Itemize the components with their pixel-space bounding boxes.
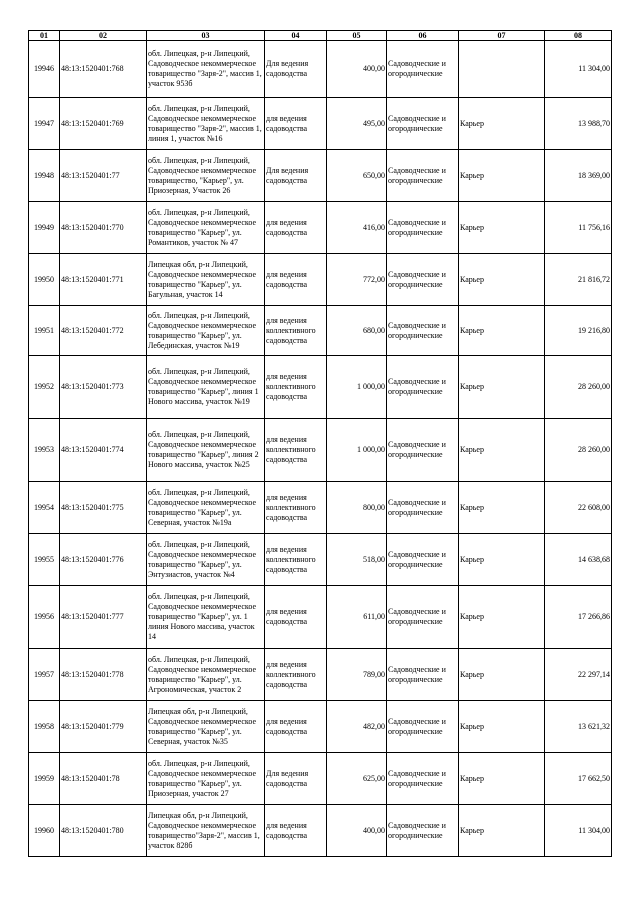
land-category-cell: Садоводческие и огороднические (387, 150, 459, 202)
cadastral-number-cell: 48:13:1520401:774 (60, 419, 147, 482)
land-category-cell: Садоводческие и огороднические (387, 534, 459, 586)
permitted-use-cell: для ведения садоводства (265, 701, 327, 753)
permitted-use-cell: Для ведения садоводства (265, 41, 327, 98)
table-row (29, 306, 612, 356)
area-cell: 400,00 (327, 41, 387, 98)
cadastral-value-cell: 13 988,70 (545, 98, 612, 150)
address-cell: Липецкая обл, р-н Липецкий, Садоводческое некоммерческое товарищество "Карьер", ул. Багульная, участок 14 (147, 254, 265, 306)
land-category-cell: Садоводческие и огороднические (387, 701, 459, 753)
permitted-use-cell: Для ведения садоводства (265, 753, 327, 805)
record-number-cell: 19954 (29, 482, 60, 534)
land-category-cell: Садоводческие и огороднические (387, 202, 459, 254)
permitted-use-cell: для ведения коллективного садоводства (265, 534, 327, 586)
record-number-cell: 19952 (29, 356, 60, 419)
cadastral-number-cell: 48:13:1520401:780 (60, 805, 147, 857)
cadastral-number-cell: 48:13:1520401:771 (60, 254, 147, 306)
area-cell: 789,00 (327, 649, 387, 701)
table-row (29, 753, 612, 805)
cadastral-value-cell: 11 304,00 (545, 805, 612, 857)
table-row (29, 202, 612, 254)
cadastral-value-cell: 28 260,00 (545, 356, 612, 419)
area-cell: 772,00 (327, 254, 387, 306)
table-row (29, 98, 612, 150)
permitted-use-cell: для ведения коллективного садоводства (265, 482, 327, 534)
address-cell: Липецкая обл, р-н Липецкий, Садоводческое некоммерческое товарищество "Карьер", ул. Северная, участок №35 (147, 701, 265, 753)
table-row (29, 482, 612, 534)
record-number-cell: 19948 (29, 150, 60, 202)
cadastral-value-cell: 17 266,86 (545, 586, 612, 649)
permitted-use-cell: для ведения садоводства (265, 805, 327, 857)
cadastral-number-cell: 48:13:1520401:775 (60, 482, 147, 534)
column-header-04: 04 (265, 31, 327, 41)
permitted-use-cell: для ведения коллективного садоводства (265, 356, 327, 419)
cadastral-value-cell: 21 816,72 (545, 254, 612, 306)
area-cell: 416,00 (327, 202, 387, 254)
cadastral-value-cell: 17 662,50 (545, 753, 612, 805)
column-header-06: 06 (387, 31, 459, 41)
area-cell: 482,00 (327, 701, 387, 753)
record-number-cell: 19955 (29, 534, 60, 586)
cadastral-number-cell: 48:13:1520401:768 (60, 41, 147, 98)
table-row (29, 805, 612, 857)
partnership-name-cell: Карьер (459, 482, 545, 534)
address-cell: обл. Липецкая, р-н Липецкий, Садоводческое некоммерческое товарищество "Карьер", ул. Романтиков, участок № 47 (147, 202, 265, 254)
cadastral-number-cell: 48:13:1520401:772 (60, 306, 147, 356)
partnership-name-cell: Карьер (459, 356, 545, 419)
area-cell: 625,00 (327, 753, 387, 805)
cadastral-number-cell: 48:13:1520401:778 (60, 649, 147, 701)
table-row (29, 254, 612, 306)
address-cell: обл. Липецкая, р-н Липецкий, Садоводческое некоммерческое товарищество "Карьер", ул. Приозерная, участок 27 (147, 753, 265, 805)
record-number-cell: 19950 (29, 254, 60, 306)
permitted-use-cell: для ведения садоводства (265, 254, 327, 306)
table-row (29, 649, 612, 701)
cadastral-value-cell: 19 216,80 (545, 306, 612, 356)
land-category-cell: Садоводческие и огороднические (387, 306, 459, 356)
area-cell: 1 000,00 (327, 419, 387, 482)
cadastral-number-cell: 48:13:1520401:777 (60, 586, 147, 649)
land-category-cell: Садоводческие и огороднические (387, 482, 459, 534)
permitted-use-cell: для ведения коллективного садоводства (265, 649, 327, 701)
cadastral-number-cell: 48:13:1520401:770 (60, 202, 147, 254)
land-category-cell: Садоводческие и огороднические (387, 254, 459, 306)
partnership-name-cell: Карьер (459, 586, 545, 649)
table-row (29, 356, 612, 419)
address-cell: Липецкая обл, р-н Липецкий, Садоводческое некоммерческое товарищество"Заря-2", массив 1, участок 828б (147, 805, 265, 857)
partnership-name-cell: Карьер (459, 649, 545, 701)
area-cell: 611,00 (327, 586, 387, 649)
table-row (29, 586, 612, 649)
address-cell: обл. Липецкая, р-н Липецкий, Садоводческое некоммерческое товарищество "Карьер", ул. 1 линия Нового массива, участок 14 (147, 586, 265, 649)
table-row (29, 41, 612, 98)
area-cell: 800,00 (327, 482, 387, 534)
land-category-cell: Садоводческие и огороднические (387, 41, 459, 98)
cadastral-value-cell: 28 260,00 (545, 419, 612, 482)
address-cell: обл. Липецкая, р-н Липецкий, Садоводческое некоммерческое товарищество, "Карьер", ул. Приозерная, Участок 26 (147, 150, 265, 202)
column-header-05: 05 (327, 31, 387, 41)
cadastral-number-cell: 48:13:1520401:776 (60, 534, 147, 586)
partnership-name-cell: Карьер (459, 701, 545, 753)
cadastral-value-cell: 14 638,68 (545, 534, 612, 586)
partnership-name-cell: Карьер (459, 306, 545, 356)
address-cell: обл. Липецкая, р-н Липецкий, Садоводческое некоммерческое товарищество "Карьер", ул. Агрономическая, участок 2 (147, 649, 265, 701)
land-category-cell: Садоводческие и огороднические (387, 98, 459, 150)
cadastral-number-cell: 48:13:1520401:78 (60, 753, 147, 805)
permitted-use-cell: для ведения садоводства (265, 98, 327, 150)
area-cell: 400,00 (327, 805, 387, 857)
column-header-03: 03 (147, 31, 265, 41)
record-number-cell: 19946 (29, 41, 60, 98)
partnership-name-cell: Карьер (459, 150, 545, 202)
partnership-name-cell (459, 41, 545, 98)
address-cell: обл. Липецкая, р-н Липецкий, Садоводческое некоммерческое товарищество "Заря-2", массив 1, участок 953б (147, 41, 265, 98)
column-header-01: 01 (29, 31, 60, 41)
land-category-cell: Садоводческие и огороднические (387, 805, 459, 857)
partnership-name-cell: Карьер (459, 805, 545, 857)
column-header-07: 07 (459, 31, 545, 41)
permitted-use-cell: для ведения садоводства (265, 586, 327, 649)
partnership-name-cell: Карьер (459, 753, 545, 805)
area-cell: 650,00 (327, 150, 387, 202)
record-number-cell: 19947 (29, 98, 60, 150)
record-number-cell: 19960 (29, 805, 60, 857)
table-body (29, 41, 612, 857)
partnership-name-cell: Карьер (459, 419, 545, 482)
table-row (29, 701, 612, 753)
record-number-cell: 19958 (29, 701, 60, 753)
area-cell: 495,00 (327, 98, 387, 150)
area-cell: 518,00 (327, 534, 387, 586)
cadastral-value-cell: 22 297,14 (545, 649, 612, 701)
record-number-cell: 19959 (29, 753, 60, 805)
address-cell: обл. Липецкая, р-н Липецкий, Садоводческое некоммерческое товарищество "Карьер", ул. Энтузиастов, участок №4 (147, 534, 265, 586)
partnership-name-cell: Карьер (459, 98, 545, 150)
cadastral-number-cell: 48:13:1520401:769 (60, 98, 147, 150)
land-category-cell: Садоводческие и огороднические (387, 586, 459, 649)
cadastral-number-cell: 48:13:1520401:773 (60, 356, 147, 419)
record-number-cell: 19956 (29, 586, 60, 649)
permitted-use-cell: Для ведения садоводства (265, 150, 327, 202)
column-header-02: 02 (60, 31, 147, 41)
address-cell: обл. Липецкая, р-н Липецкий, Садоводческое некоммерческое товарищество "Карьер", линия 1 Нового массива, участок №19 (147, 356, 265, 419)
permitted-use-cell: для ведения коллективного садоводства (265, 306, 327, 356)
cadastral-value-cell: 13 621,32 (545, 701, 612, 753)
cadastral-value-cell: 18 369,00 (545, 150, 612, 202)
header-row (29, 31, 612, 41)
partnership-name-cell: Карьер (459, 254, 545, 306)
record-number-cell: 19951 (29, 306, 60, 356)
cadastral-number-cell: 48:13:1520401:779 (60, 701, 147, 753)
cadastral-value-cell: 22 608,00 (545, 482, 612, 534)
address-cell: обл. Липецкая, р-н Липецкий, Садоводческое некоммерческое товарищество "Карьер", ул. Лебединская, участок №19 (147, 306, 265, 356)
table-row (29, 534, 612, 586)
record-number-cell: 19953 (29, 419, 60, 482)
partnership-name-cell: Карьер (459, 534, 545, 586)
address-cell: обл. Липецкая, р-н Липецкий, Садоводческое некоммерческое товарищество "Заря-2", массив 1, линия 1, участок №16 (147, 98, 265, 150)
land-category-cell: Садоводческие и огороднические (387, 419, 459, 482)
record-number-cell: 19957 (29, 649, 60, 701)
address-cell: обл. Липецкая, р-н Липецкий, Садоводческое некоммерческое товарищество "Карьер", линия 2 Нового массива, участок №25 (147, 419, 265, 482)
cadastral-value-cell: 11 304,00 (545, 41, 612, 98)
column-header-08: 08 (545, 31, 612, 41)
cadastral-number-cell: 48:13:1520401:77 (60, 150, 147, 202)
land-category-cell: Садоводческие и огороднические (387, 753, 459, 805)
record-number-cell: 19949 (29, 202, 60, 254)
area-cell: 1 000,00 (327, 356, 387, 419)
permitted-use-cell: для ведения коллективного садоводства (265, 419, 327, 482)
permitted-use-cell: для ведения садоводства (265, 202, 327, 254)
table-row (29, 150, 612, 202)
land-category-cell: Садоводческие и огороднические (387, 356, 459, 419)
land-registry-table (28, 30, 612, 857)
partnership-name-cell: Карьер (459, 202, 545, 254)
cadastral-value-cell: 11 756,16 (545, 202, 612, 254)
area-cell: 680,00 (327, 306, 387, 356)
land-category-cell: Садоводческие и огороднические (387, 649, 459, 701)
address-cell: обл. Липецкая, р-н Липецкий, Садоводческое некоммерческое товарищество "Карьер", ул. Северная, участок №19а (147, 482, 265, 534)
table-row (29, 419, 612, 482)
